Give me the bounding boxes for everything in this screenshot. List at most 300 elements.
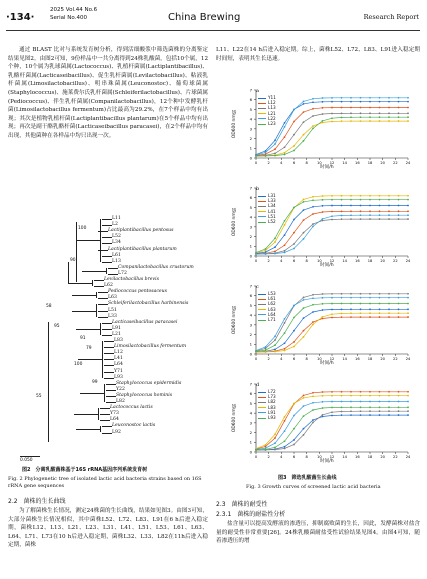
tree-clade-bar (104, 384, 105, 402)
series-point (398, 406, 400, 408)
series-point (341, 101, 343, 103)
series-point (360, 120, 362, 122)
y-tick-label: 0 (249, 253, 252, 259)
series-point (398, 112, 400, 114)
series-point (360, 303, 362, 305)
x-tick-label: 0 (254, 259, 258, 263)
series-point (350, 406, 352, 408)
series-point (312, 101, 314, 103)
series-point (388, 218, 390, 220)
paragraph: 通过 BLAST 比对与系统发育树分析，得到活细酸浆中筛选菌株的分离鉴定结果见图2。由图2可知，9份样品中一共分离得到24株乳酸菌，包括10个属，12个种，10个属为乳球菌属(Lactococcus)、乳植杆菌属(Lactiplantibacillus)、乳酪杆菌属(Lacticaseibacillus)、促生乳杆菌属(Levilactobacillus)、粘液乳杆菌属(Limosilactobacillus)、明串珠菌属(Leuconostoc)、葡萄球菌属(Staphylococcus)、施莱费尔氏乳杆菌属(Schleiferilactobacillus)、片球菌属(Pediococcus)、伴生乳杆菌属(Companilactobacillus)，12个种中发酵乳杆菌(Limosilactobacillus fermentum)占比最高为29.2%，在7个样品中均有出现；其次是植物乳植杆菌(Lactiplantibacillus plantarum)在5个样品中均有出现；再次是副干酪乳酪杆菌(Lacticaseibacillus paracasei)，在2个样品中均有出现，其他菌种在各样品中均只出现一次。 (8, 47, 208, 139)
legend-label: L83 (268, 404, 276, 410)
series-point (341, 316, 343, 318)
series-point (388, 391, 390, 393)
bootstrap-value: 91 (80, 336, 86, 341)
tree-leaf-label: L41 (114, 356, 123, 362)
series-point (303, 405, 305, 407)
series-point (360, 414, 362, 416)
bootstrap-value: 55 (36, 394, 42, 399)
series-point (407, 297, 409, 299)
legend-label: L51 (268, 213, 276, 219)
tree-branch (98, 311, 108, 312)
series-point (293, 145, 295, 147)
series-point (341, 411, 343, 413)
x-tick-label: 0 (254, 161, 258, 165)
series-point (331, 401, 333, 403)
page-number: ·134· (6, 12, 35, 23)
series-point (274, 437, 276, 439)
tree-branch (100, 414, 110, 415)
series-point (398, 410, 400, 412)
series-point (331, 407, 333, 409)
legend-swatch (258, 314, 266, 315)
series-point (398, 199, 400, 201)
series-line (256, 208, 408, 254)
series-point (293, 304, 295, 306)
series-point (284, 224, 286, 226)
x-tick-label: 16 (355, 259, 360, 263)
series-point (265, 151, 267, 153)
y-axis-label: OD600 nm值 (232, 404, 237, 433)
series-point (360, 210, 362, 212)
series-point (369, 297, 371, 299)
tree-branch (102, 323, 112, 324)
series-point (388, 195, 390, 197)
series-point (303, 317, 305, 319)
series-point (284, 332, 286, 334)
tree-branch (72, 311, 96, 312)
tree-clade-bar (96, 292, 97, 298)
series-point (303, 330, 305, 332)
tree-leaf-label: Leuconostoc lactis (112, 423, 156, 429)
tree-leaf-label: L93 (114, 374, 123, 380)
tree-clade-bar (100, 219, 101, 262)
series-point (293, 134, 295, 136)
x-tick-label: 22 (393, 357, 398, 361)
series-point (274, 237, 276, 239)
legend-swatch (258, 118, 266, 119)
x-tick-label: 18 (367, 455, 373, 459)
series-point (398, 205, 400, 207)
legend-label: L61 (268, 296, 276, 302)
series-point (398, 107, 400, 109)
series-point (293, 346, 295, 348)
tree-branch (108, 268, 118, 269)
fig3-caption-cn: 图3 筛选乳酸菌生长曲线 (278, 475, 337, 481)
series-point (303, 428, 305, 430)
series-point (407, 406, 409, 408)
series-point (341, 195, 343, 197)
series-point (398, 316, 400, 318)
series-point (379, 414, 381, 416)
series-point (331, 205, 333, 207)
series-point (350, 410, 352, 412)
tree-clade-bar (106, 268, 107, 274)
tree-branch (76, 429, 100, 430)
tree-leaf-label: L13 (112, 258, 121, 264)
series-point (293, 109, 295, 111)
legend-swatch (258, 294, 266, 295)
tree-leaf-label: Y73 (110, 411, 119, 417)
series-point (379, 101, 381, 103)
y-tick-label: 0 (249, 351, 252, 357)
series-point (284, 446, 286, 448)
series-point (360, 391, 362, 393)
series-point (350, 303, 352, 305)
x-tick-label: 10 (317, 455, 322, 459)
legend-label: L21 (268, 110, 276, 116)
series-point (255, 351, 257, 353)
x-tick-label: 14 (342, 259, 347, 263)
y-tick-label: 0 (249, 155, 252, 161)
series-point (274, 339, 276, 341)
series-point (379, 205, 381, 207)
tree-branch (102, 335, 112, 336)
series-point (341, 313, 343, 315)
series-point (322, 220, 324, 222)
series-point (312, 108, 314, 110)
series-point (312, 128, 314, 130)
series-point (293, 317, 295, 319)
tree-leaf-label: Staphylococcus epidermidis (116, 380, 182, 386)
series-point (360, 401, 362, 403)
serial-line: Serial No.400 (50, 15, 87, 21)
series-point (322, 297, 324, 299)
x-tick-label: 2 (267, 259, 270, 263)
series-point (303, 395, 305, 397)
series-point (360, 410, 362, 412)
series-point (350, 316, 352, 318)
series-point (407, 210, 409, 212)
tree-leaf-label: L21 (112, 331, 121, 337)
series-point (379, 97, 381, 99)
series-point (388, 414, 390, 416)
series-point (303, 299, 305, 301)
tree-leaf-label: L63 (108, 295, 117, 301)
series-point (350, 312, 352, 314)
series-point (360, 395, 362, 397)
tree-branch (94, 286, 104, 287)
y-tick-label: 7 (249, 381, 252, 387)
tree-leaf-label: L51 (108, 307, 117, 313)
series-line (256, 102, 408, 155)
series-point (369, 120, 371, 122)
series-point (274, 246, 276, 248)
series-point (350, 195, 352, 197)
tree-branch (106, 396, 116, 397)
x-tick-label: 20 (380, 455, 385, 459)
series-point (360, 218, 362, 220)
series-point (312, 304, 314, 306)
panel-legend (258, 193, 276, 224)
x-tick-label: 12 (329, 259, 335, 263)
tree-branch (102, 219, 112, 220)
series-point (369, 410, 371, 412)
series-point (360, 308, 362, 310)
series-point (398, 312, 400, 314)
legend-swatch (258, 309, 266, 310)
series-point (284, 136, 286, 138)
series-point (398, 303, 400, 305)
series-point (293, 428, 295, 430)
y-tick-label: 6 (249, 97, 252, 103)
series-point (388, 116, 390, 118)
legend-label: L71 (268, 317, 276, 323)
series-point (303, 134, 305, 136)
legend-swatch (258, 402, 266, 403)
x-axis-label: 时间/h (320, 263, 334, 268)
x-tick-label: 0 (254, 357, 258, 361)
tree-branch (102, 225, 112, 226)
tree-branch (98, 317, 108, 318)
tree-clade-bar (96, 304, 97, 316)
bootstrap-value: 79 (86, 346, 92, 351)
x-tick-label: 2 (267, 455, 270, 459)
series-point (312, 115, 314, 117)
tree-branch (106, 390, 116, 391)
series-point (341, 308, 343, 310)
series-point (341, 414, 343, 416)
series-point (369, 414, 371, 416)
series-point (360, 112, 362, 114)
series-point (331, 117, 333, 119)
y-tick-label: 6 (249, 195, 252, 201)
tree-branch (102, 433, 112, 434)
legend-swatch (258, 304, 266, 305)
series-point (293, 232, 295, 234)
series-point (369, 316, 371, 318)
series-point (274, 139, 276, 141)
y-tick-label: 7 (249, 185, 252, 191)
series-point (293, 243, 295, 245)
y-tick-label: 2 (249, 331, 252, 337)
series-point (379, 107, 381, 109)
series-point (331, 293, 333, 295)
legend-label: L22 (268, 115, 276, 121)
series-point (388, 401, 390, 403)
series-point (369, 116, 371, 118)
series-line (256, 110, 408, 156)
series-point (398, 414, 400, 416)
growth-curve-panel-a (226, 84, 412, 172)
tree-leaf-label: Staphylococcus hominis (116, 392, 173, 398)
y-tick-label: 3 (249, 224, 252, 230)
series-point (388, 312, 390, 314)
series-point (312, 196, 314, 198)
series-point (284, 250, 286, 252)
series-point (303, 336, 305, 338)
x-tick-label: 24 (405, 161, 411, 165)
y-tick-label: 3 (249, 126, 252, 132)
legend-label: L52 (268, 219, 276, 225)
legend-swatch (258, 216, 266, 217)
series-point (341, 406, 343, 408)
y-tick-label: 6 (249, 391, 252, 397)
series-point (312, 226, 314, 228)
series-point (379, 293, 381, 295)
series-point (322, 122, 324, 124)
y-tick-label: 3 (249, 420, 252, 426)
journal-title: China Brewing (168, 12, 241, 23)
tree-branch (102, 243, 112, 244)
bootstrap-value: 99 (92, 380, 98, 385)
series-point (360, 107, 362, 109)
x-tick-label: 20 (380, 357, 385, 361)
series-point (398, 116, 400, 118)
y-tick-label: 4 (249, 410, 252, 416)
x-tick-label: 8 (305, 357, 308, 361)
x-tick-label: 14 (342, 357, 347, 361)
series-point (360, 293, 362, 295)
series-point (312, 395, 314, 397)
tree-branch (102, 262, 112, 263)
series-point (293, 121, 295, 123)
series-point (331, 121, 333, 123)
legend-label: L62 (268, 301, 276, 307)
series-point (379, 112, 381, 114)
x-tick-label: 16 (355, 161, 360, 165)
series-point (388, 101, 390, 103)
fig2-caption-cn: 图2 分离乳酸菌株基于16S rRNA基因序列系统发育树 (22, 467, 148, 473)
series-line (256, 404, 408, 450)
series-point (341, 218, 343, 220)
y-tick-label: 5 (249, 400, 252, 406)
series-point (312, 125, 314, 127)
x-tick-label: 2 (267, 357, 270, 361)
legend-entry (258, 317, 276, 322)
legend-swatch (258, 108, 266, 109)
series-point (388, 199, 390, 201)
series-point (341, 97, 343, 99)
x-tick-label: 24 (405, 259, 411, 263)
x-tick-label: 14 (342, 161, 347, 165)
series-point (331, 297, 333, 299)
panel-legend (258, 95, 276, 126)
x-tick-label: 8 (305, 259, 308, 263)
y-tick-label: 5 (249, 302, 252, 308)
series-point (350, 414, 352, 416)
series-point (284, 154, 286, 156)
growth-curve-panel-b (226, 182, 412, 270)
series-point (388, 410, 390, 412)
series-point (407, 116, 409, 118)
series-point (331, 391, 333, 393)
series-point (398, 293, 400, 295)
series-point (284, 122, 286, 124)
tree-leaf-label: Lactococcus lactis (110, 405, 153, 411)
series-point (284, 318, 286, 320)
series-point (312, 324, 314, 326)
legend-swatch (258, 418, 266, 419)
series-point (312, 422, 314, 424)
tree-branch (104, 353, 114, 354)
series-point (407, 214, 409, 216)
series-point (369, 107, 371, 109)
tree-branch (108, 274, 118, 275)
series-point (322, 309, 324, 311)
series-point (293, 341, 295, 343)
series-point (398, 401, 400, 403)
tree-clade-bar (92, 280, 93, 286)
series-point (265, 351, 267, 353)
series-point (322, 97, 324, 99)
series-point (303, 111, 305, 113)
series-point (312, 213, 314, 215)
series-point (360, 316, 362, 318)
series-point (379, 410, 381, 412)
bootstrap-value: 58 (46, 304, 52, 309)
series-point (312, 294, 314, 296)
series-point (274, 449, 276, 451)
series-point (350, 116, 352, 118)
series-point (284, 146, 286, 148)
x-tick-label: 4 (280, 455, 283, 459)
legend-entry (258, 415, 276, 420)
series-line (256, 196, 408, 253)
series-point (379, 218, 381, 220)
legend-swatch (258, 124, 266, 125)
series-point (322, 199, 324, 201)
series-point (312, 419, 314, 421)
series-point (284, 244, 286, 246)
growth-curve-panel-c (226, 280, 412, 368)
series-point (388, 303, 390, 305)
y-tick-label: 1 (249, 439, 252, 445)
y-tick-label: 4 (249, 116, 252, 122)
tree-leaf-label: L52 (112, 234, 121, 240)
legend-swatch (258, 196, 266, 197)
series-point (322, 120, 324, 122)
y-tick-label: 4 (249, 312, 252, 318)
x-tick-label: 12 (329, 357, 335, 361)
series-point (303, 121, 305, 123)
series-point (341, 293, 343, 295)
section-label: Research Report (363, 13, 419, 21)
tree-branch (104, 341, 114, 342)
series-point (407, 303, 409, 305)
panel-tag: a (256, 88, 259, 94)
series-point (312, 311, 314, 313)
paragraph: L11、L22在14 h后进入稳定期。综上，菌株L52、L72、L83、L91进入稳定期时间短，表明其生长迅速。 (216, 47, 420, 62)
series-point (274, 155, 276, 157)
tree-branch (100, 408, 110, 409)
series-point (350, 120, 352, 122)
series-line (256, 206, 408, 254)
volume-info (50, 6, 97, 22)
tree-leaf-label: Lactiplantibacillus pentosus (108, 228, 174, 234)
tree-clade-bar (100, 323, 101, 335)
series-point (322, 395, 324, 397)
legend-label: Y11 (268, 95, 276, 100)
series-point (274, 148, 276, 150)
series-point (274, 446, 276, 448)
series-point (388, 210, 390, 212)
tree-leaf-label: L11 (112, 216, 121, 221)
series-point (360, 312, 362, 314)
series-point (331, 411, 333, 413)
tree-clade-bar (48, 322, 49, 442)
series-point (379, 195, 381, 197)
x-tick-label: 8 (305, 455, 308, 459)
series-point (274, 442, 276, 444)
legend-swatch (258, 397, 266, 398)
series-point (407, 312, 409, 314)
series-point (407, 101, 409, 103)
x-tick-label: 18 (367, 259, 373, 263)
legend-swatch (258, 211, 266, 212)
series-point (388, 120, 390, 122)
growth-curve-plot (226, 182, 412, 270)
